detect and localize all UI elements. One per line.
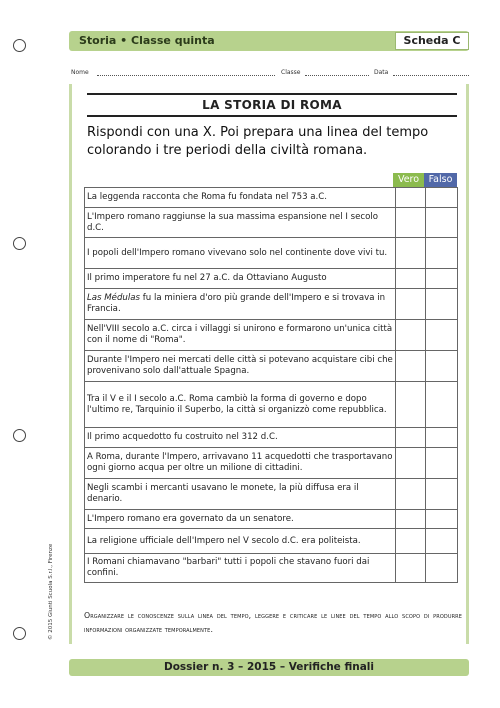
falso-checkbox[interactable] (426, 208, 458, 238)
learning-objective: Organizzare le conoscenze sulla linea del tempo, leggere e criticare le linee del tempo allo scopo di produrre informazioni organizzate temporalmente. (84, 611, 462, 634)
vero-checkbox[interactable] (396, 208, 426, 238)
table-row (85, 529, 458, 554)
statement-text: L'Impero romano era governato da un senatore. (85, 510, 396, 529)
statement-text: La leggenda racconta che Roma fu fondata nel 753 a.C. (85, 188, 396, 208)
scheda-label: Scheda C (395, 32, 469, 50)
vero-checkbox[interactable] (396, 320, 426, 351)
table-row (85, 208, 458, 238)
falso-header: Falso (424, 173, 457, 187)
nome-label: Nome (71, 69, 89, 76)
falso-checkbox[interactable] (426, 188, 458, 208)
table-row (85, 448, 458, 479)
table-row (85, 289, 458, 320)
vero-checkbox[interactable] (396, 554, 426, 583)
falso-checkbox[interactable] (426, 238, 458, 269)
falso-checkbox[interactable] (426, 351, 458, 382)
statement-text: Il primo acquedotto fu costruito nel 312 d.C. (85, 428, 396, 448)
data-field[interactable] (393, 75, 469, 76)
statement-text: Negli scambi i mercanti usavano le monete, la più diffusa era il denario. (85, 479, 396, 510)
statement-text: Durante l'Impero nei mercati delle città si potevano acquistare cibi che provenivano solo dall'attuale Spagna. (85, 351, 396, 382)
statement-text: Il primo imperatore fu nel 27 a.C. da Ottaviano Augusto (85, 269, 396, 289)
page-title: LA STORIA DI ROMA (87, 93, 457, 117)
falso-checkbox[interactable] (426, 320, 458, 351)
margin-line (69, 84, 72, 644)
vero-checkbox[interactable] (396, 448, 426, 479)
vero-checkbox[interactable] (396, 382, 426, 428)
instructions: Rispondi con una X. Poi prepara una linea del tempo colorando i tre periodi della civiltà romana. (87, 125, 429, 158)
header-bar (69, 31, 469, 51)
binder-hole (13, 627, 26, 640)
statement-text: Tra il V e il I secolo a.C. Roma cambiò la forma di governo e dopo l'ultimo re, Tarquinio il Superbo, la città si organizzò come repubblica. (85, 382, 396, 428)
table-row (85, 554, 458, 583)
subject-label: Storia • Classe quinta (79, 34, 215, 47)
falso-checkbox[interactable] (426, 382, 458, 428)
table-row (85, 382, 458, 428)
vero-checkbox[interactable] (396, 269, 426, 289)
falso-checkbox[interactable] (426, 269, 458, 289)
vero-checkbox[interactable] (396, 238, 426, 269)
data-label: Data (374, 69, 389, 76)
table-row (85, 188, 458, 208)
statement-cell (85, 289, 396, 320)
falso-checkbox[interactable] (426, 510, 458, 529)
vero-checkbox[interactable] (396, 529, 426, 554)
binder-hole (13, 237, 26, 250)
statement-text: fu la miniera d'oro più grande dell'Impero e si trovava in Francia. (87, 293, 386, 314)
table-row (85, 479, 458, 510)
table-row (85, 320, 458, 351)
falso-checkbox[interactable] (426, 529, 458, 554)
falso-checkbox[interactable] (426, 428, 458, 448)
table-row (85, 351, 458, 382)
classe-field[interactable] (305, 75, 369, 76)
falso-checkbox[interactable] (426, 289, 458, 320)
statement-text: Nell'VIII secolo a.C. circa i villaggi si unirono e formarono un'unica città con il nome di "Roma". (85, 320, 396, 351)
vero-header: Vero (393, 173, 424, 187)
falso-checkbox[interactable] (426, 554, 458, 583)
copyright-notice: © 2015 Giunti Scuola S.r.l., Firenze (48, 543, 54, 640)
classe-label: Classe (281, 69, 301, 76)
binder-hole (13, 429, 26, 442)
statement-text: I popoli dell'Impero romano vivevano solo nel continente dove vivi tu. (85, 238, 396, 269)
true-false-table (84, 187, 458, 583)
vero-checkbox[interactable] (396, 289, 426, 320)
falso-checkbox[interactable] (426, 448, 458, 479)
statement-italic: Las Médulas (87, 293, 140, 303)
vero-checkbox[interactable] (396, 479, 426, 510)
table-row (85, 238, 458, 269)
footer-bar: Dossier n. 3 – 2015 – Verifiche finali (69, 659, 469, 676)
binder-hole (13, 39, 26, 52)
vero-checkbox[interactable] (396, 428, 426, 448)
table-row (85, 269, 458, 289)
statement-text: La religione ufficiale dell'Impero nel V secolo d.C. era politeista. (85, 529, 396, 554)
table-row (85, 428, 458, 448)
statement-text: A Roma, durante l'Impero, arrivavano 11 acquedotti che trasportavano ogni giorno acqua per oltre un milione di cittadini. (85, 448, 396, 479)
falso-checkbox[interactable] (426, 479, 458, 510)
table-row (85, 510, 458, 529)
vero-checkbox[interactable] (396, 510, 426, 529)
vero-checkbox[interactable] (396, 188, 426, 208)
margin-line (466, 84, 469, 644)
vero-checkbox[interactable] (396, 351, 426, 382)
statement-text: L'Impero romano raggiunse la sua massima espansione nel I secolo d.C. (85, 208, 396, 238)
statement-text: I Romani chiamavano "barbari" tutti i popoli che stavano fuori dai confini. (85, 554, 396, 583)
nome-field[interactable] (97, 75, 275, 76)
